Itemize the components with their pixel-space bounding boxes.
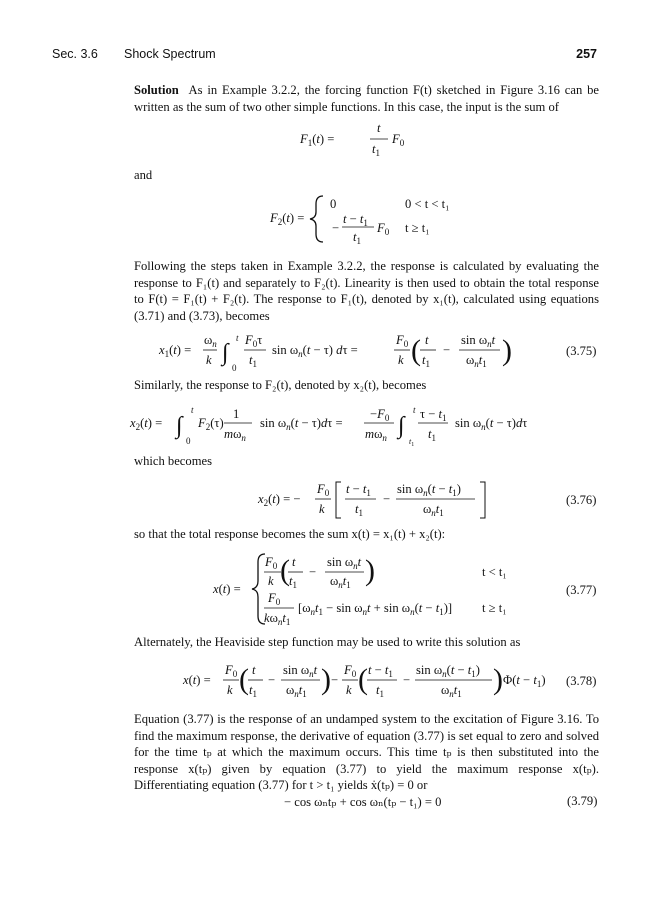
svg-text:ωnt1: $\omega_nt_1$ <box>466 353 487 369</box>
svg-text:ωnt1: $\omega_nt_1$ <box>330 574 351 590</box>
svg-text:k: k <box>346 683 352 697</box>
svg-text:t − t1: $t - t_1$ <box>346 482 371 498</box>
paragraph-similarly: Similarly, the response to F₂(t), denoted by x₂(t), becomes <box>134 378 427 392</box>
svg-text:t − t1: $t - t_1$ <box>368 663 393 679</box>
svg-text:F0: $F_0$ <box>396 333 409 349</box>
svg-text:−: − <box>403 673 411 687</box>
svg-text:sin ωn(t − τ)dτ: $\sin \omega_n(t - \tau)d\tau$ <box>455 416 528 432</box>
svg-text:): ) <box>502 334 512 367</box>
svg-text:ωnt1: $\omega_nt_1$ <box>286 683 307 699</box>
equation-3-75 <box>0 330 647 374</box>
paragraph-solution-text: As in Example 3.2.2, the forcing function F(t) sketched in Figure 3.16 can be written as the sum of two other simple functions. In this case, the input is the sum of <box>134 83 599 114</box>
svg-text:kωnt1: $k\omega_nt_1$ <box>264 611 291 627</box>
svg-text:0: 0 <box>330 197 337 211</box>
f2-condition-2: t ≥ t₁ <box>405 221 430 235</box>
equation-3-77 <box>0 550 647 628</box>
svg-text:t1: $t_1$ <box>422 353 430 369</box>
svg-text:[ωnt1 − sin ωnt + sin ωn(t − t: $[\omega_nt_1 - \sin \omega_nt + \sin \omega_n(t - t_1)]$ <box>298 601 453 617</box>
svg-text:sin ωn(t − τ)dτ =: $\sin \omega_n(t - \tau)d\tau$ = <box>260 416 343 432</box>
svg-text:F0: $F_0$ <box>225 663 238 679</box>
svg-text:(: ( <box>239 663 249 696</box>
equation-number-3-76: (3.76) <box>566 493 597 507</box>
svg-text:x2(t) = −: $x_2(t)$ = − <box>258 492 301 508</box>
svg-text:): ) <box>493 663 503 696</box>
equation-number-3-75: (3.75) <box>566 344 597 358</box>
svg-text:F0: $F_0$ <box>317 482 330 498</box>
solution-label: Solution <box>134 83 179 97</box>
svg-text:∫: ∫ <box>222 340 229 366</box>
svg-text:F0: $F_0$ <box>344 663 357 679</box>
paragraph-solution <box>134 82 599 115</box>
svg-text:(: ( <box>411 334 421 367</box>
equation-f2 <box>0 188 647 250</box>
svg-text:−: − <box>332 221 340 235</box>
svg-text:t − t1: $t - t_1$ <box>343 212 368 228</box>
paragraph-heaviside: Alternately, the Heaviside step function may be used to write this solution as <box>134 635 521 649</box>
svg-text:k: k <box>268 574 274 588</box>
svg-text:t1: $t_1$ <box>372 142 380 158</box>
svg-text:∫: ∫ <box>176 413 183 439</box>
equation-number-3-79: (3.79) <box>567 794 598 808</box>
equation-3-79: − cos ωₙtₚ + cos ωₙ(tₚ − t₁) = 0 <box>284 795 442 809</box>
svg-text:sin ωnt: $\sin \omega_nt$ <box>283 663 318 679</box>
svg-text:t: t <box>292 555 296 569</box>
paragraph-total-response: so that the total response becomes the sum x(t) = x₁(t) + x₂(t): <box>134 527 446 541</box>
svg-text:ωn: $\omega_n$ <box>204 333 217 349</box>
svg-text:): ) <box>321 663 331 696</box>
paragraph-which-becomes: which becomes <box>134 454 212 468</box>
equation-number-3-77: (3.77) <box>566 583 597 597</box>
svg-text:t1: $t_1$ <box>428 427 436 443</box>
section-title: Shock Spectrum <box>124 47 216 61</box>
equation-3-78 <box>0 656 647 702</box>
svg-text:sin ωn(t − t1): $\sin \omega_n(t - t_1)$ <box>397 482 461 498</box>
equation-x2-integral <box>0 400 647 448</box>
svg-text:F0τ: $F_0\tau$ <box>245 333 263 349</box>
svg-text:t1: $t_1$ <box>249 683 257 699</box>
svg-text:t1: $t_1$ <box>376 683 384 699</box>
svg-text:(: ( <box>280 554 290 587</box>
svg-text:t: t <box>413 405 416 415</box>
svg-text:−: − <box>383 492 391 506</box>
svg-text:k: k <box>206 353 212 367</box>
svg-text:t: t <box>252 663 256 677</box>
svg-text:ωnt1: $\omega_nt_1$ <box>441 683 462 699</box>
svg-text:t1: $t_1$ <box>353 230 361 246</box>
svg-text:t1: $t_1$ <box>355 502 363 518</box>
svg-text:τ − t1: $\tau - t_1$ <box>420 407 447 423</box>
svg-text:−F0: $-F_0$ <box>370 407 390 423</box>
svg-text:−: − <box>268 673 276 687</box>
svg-text:t: t <box>236 333 239 343</box>
svg-text:sin ωn(t − τ) dτ =: $\sin \omega_n(t - \tau) d\tau$ = <box>272 343 358 359</box>
svg-text:t1: $t_1$ <box>289 574 297 590</box>
equation-f1 <box>0 118 647 160</box>
svg-text:k: k <box>227 683 233 697</box>
svg-text:F1(t) =: $F_1(t)$ = <box>300 132 335 148</box>
svg-text:0: 0 <box>186 436 191 446</box>
svg-text:sin ωnt: $\sin \omega_nt$ <box>327 555 362 571</box>
svg-text:1: 1 <box>233 407 240 421</box>
svg-text:mωn: $m\omega_n$ <box>224 427 246 443</box>
svg-text:−: − <box>331 673 339 687</box>
text-and: and <box>134 168 153 182</box>
svg-text:sin ωn(t − t1): $\sin \omega_n(t - t_1)$ <box>416 663 480 679</box>
svg-text:−: − <box>443 343 451 357</box>
paragraph-steps: Following the steps taken in Example 3.2.2, the response is calculated by evaluating the response to F₁(t) and separately to F₂(t). Linearity is then used to obtain the total response to F(t) = F₁(t) + F₂(t). The response to F₁(t), denoted by x₁(t), calculated using equations (3.71) and (3.73), becomes <box>134 259 599 323</box>
svg-text:mωn: $m\omega_n$ <box>365 427 387 443</box>
svg-text:F2(τ): $F_2(\tau)$ <box>198 416 224 432</box>
svg-text:(: ( <box>358 663 368 696</box>
svg-text:k: k <box>319 502 325 516</box>
svg-text:−: − <box>309 565 317 579</box>
page-number: 257 <box>576 47 597 61</box>
f2-condition-1: 0 < t < t₁ <box>405 197 450 211</box>
section-label: Sec. 3.6 <box>52 47 98 61</box>
svg-text:Φ(t − t1): $\Phi(t - t_1)$ <box>503 673 546 689</box>
svg-text:x2(t) =: $x_2(t)$ = <box>130 416 163 432</box>
svg-text:t1: $t_1$ <box>409 437 415 448</box>
svg-text:∫: ∫ <box>398 413 405 439</box>
svg-text:ωnt1: $\omega_nt_1$ <box>423 502 444 518</box>
svg-text:t: t <box>425 333 429 347</box>
svg-text:0: 0 <box>232 363 237 373</box>
svg-text:x(t) =: x(t) = <box>183 673 211 687</box>
svg-text:t: t <box>377 121 381 135</box>
svg-text:t: t <box>191 405 194 415</box>
svg-text:F0: $F_0$ <box>392 132 405 148</box>
equation-number-3-78: (3.78) <box>566 674 597 688</box>
equation-3-76 <box>0 476 647 522</box>
eq377-condition-1: t < t₁ <box>482 565 507 579</box>
svg-text:F0: $F_0$ <box>265 555 278 571</box>
paragraph-maximum-response: Equation (3.77) is the response of an undamped system to the excitation of Figure 3.16. To find the maximum response, the derivative of equation (3.77) is set equal to zero and solved for the time tₚ at which the maximum occurs. This time tₚ is then substituted into the response x(tₚ) given by equation (3.77) to yield the maximum response x(tₚ). Differentiating equation (3.77) for t > t₁ yields ẋ(tₚ) = 0 or <box>134 712 599 793</box>
svg-text:k: k <box>398 353 404 367</box>
svg-text:F0: $F_0$ <box>377 221 390 237</box>
svg-text:F0: $F_0$ <box>268 591 281 607</box>
svg-text:sin ωnt: $\sin \omega_nt$ <box>461 333 496 349</box>
running-head <box>52 47 597 65</box>
svg-text:): ) <box>365 554 375 587</box>
svg-text:t1: $t_1$ <box>249 353 257 369</box>
svg-text:x(t) =: x(t) = <box>213 582 241 596</box>
svg-text:F2(t) =: $F_2(t)$ = <box>270 211 305 227</box>
svg-text:x1(t) =: $x_1(t)$ = <box>159 343 192 359</box>
eq377-condition-2: t ≥ t₁ <box>482 601 507 615</box>
